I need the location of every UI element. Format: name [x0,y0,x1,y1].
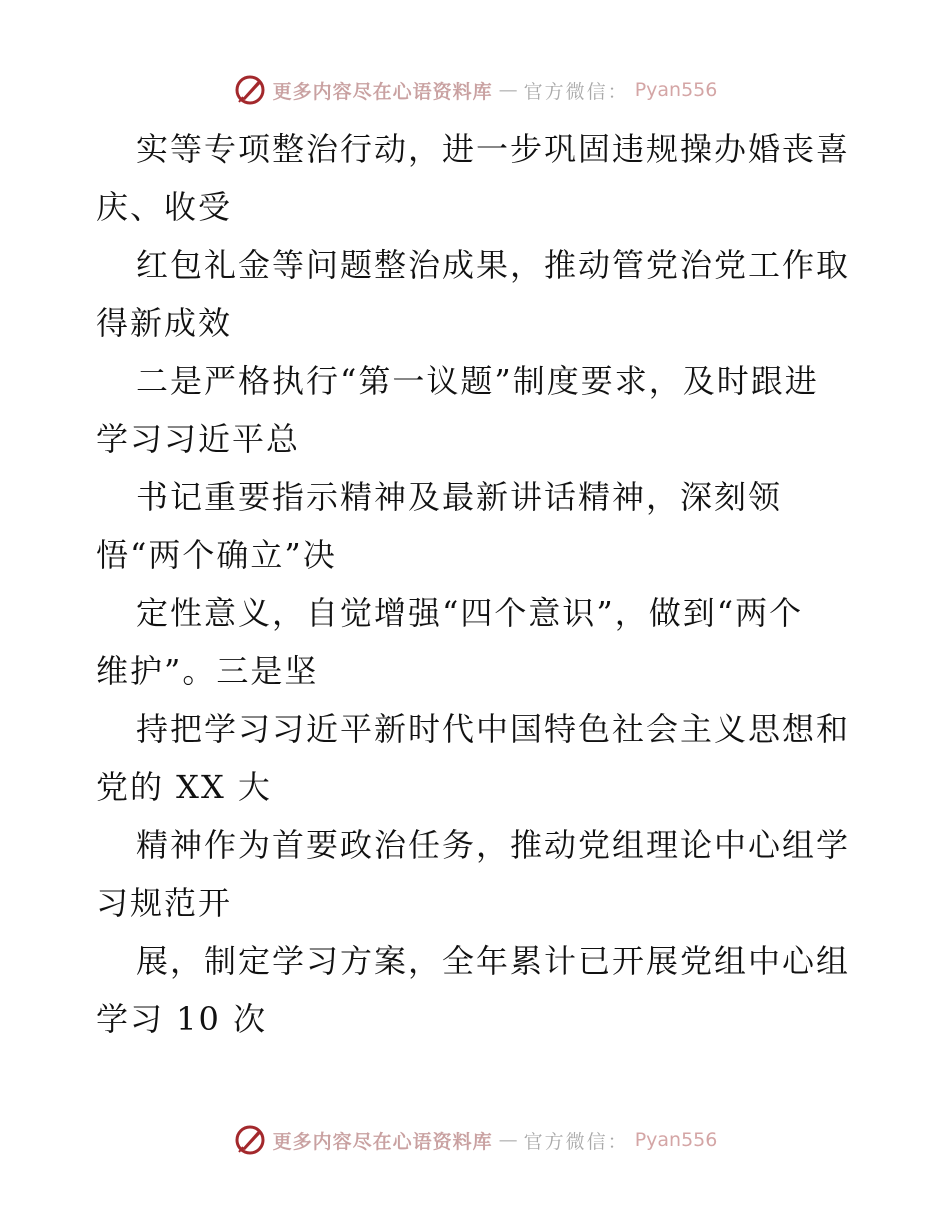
text-line: 展，制定学习方案，全年累计已开展党组中心组 [136,942,851,980]
quill-logo-icon [233,73,267,107]
watermark-site-text: 更多内容尽在心语资料库 [272,1130,493,1153]
text-line: 书记重要指示精神及最新讲话精神，深刻领 [136,478,783,516]
text-line: 精神作为首要政治任务，推动党组理论中心组学 [136,826,851,864]
quill-logo-icon [233,1123,267,1157]
text-line: 悟“两个确立”决 [96,536,337,574]
watermark-dash: — [498,79,518,101]
paragraph [96,352,856,468]
footer-watermark [0,1120,950,1160]
paragraph [96,932,856,1048]
text-line: 庆、收受 [96,188,233,226]
watermark-label: 官方微信： [523,1130,629,1153]
text-line: 维护”。三是坚 [96,652,319,690]
text-line: 学习习近平总 [96,420,301,458]
paragraph [96,468,856,584]
document-body [96,120,856,1048]
text-line: 实等专项整治行动，进一步巩固违规操办婚丧喜 [136,130,851,168]
text-line: 定性意义，自觉增强“四个意识”，做到“两个 [136,594,804,632]
text-line: 红包礼金等问题整治成果，推动管党治党工作取 [136,246,851,284]
paragraph [96,584,856,700]
watermark-dash: — [498,1129,518,1151]
text-line: 习规范开 [96,884,233,922]
paragraph [96,120,856,236]
text-line: 学习 10 次 [96,1000,268,1038]
paragraph [96,816,856,932]
paragraph [96,700,856,816]
text-line: 持把学习习近平新时代中国特色社会主义思想和 [136,710,851,748]
watermark-wechat-id: Pyan556 [634,1129,718,1151]
paragraph [96,236,856,352]
watermark-site-text: 更多内容尽在心语资料库 [272,80,493,103]
text-line: 二是严格执行“第一议题”制度要求，及时跟进 [136,362,819,400]
header-watermark [0,70,950,110]
watermark-wechat-id: Pyan556 [634,79,718,101]
watermark-label: 官方微信： [523,80,629,103]
text-line: 党的 XX 大 [96,768,272,806]
text-line: 得新成效 [96,304,233,342]
